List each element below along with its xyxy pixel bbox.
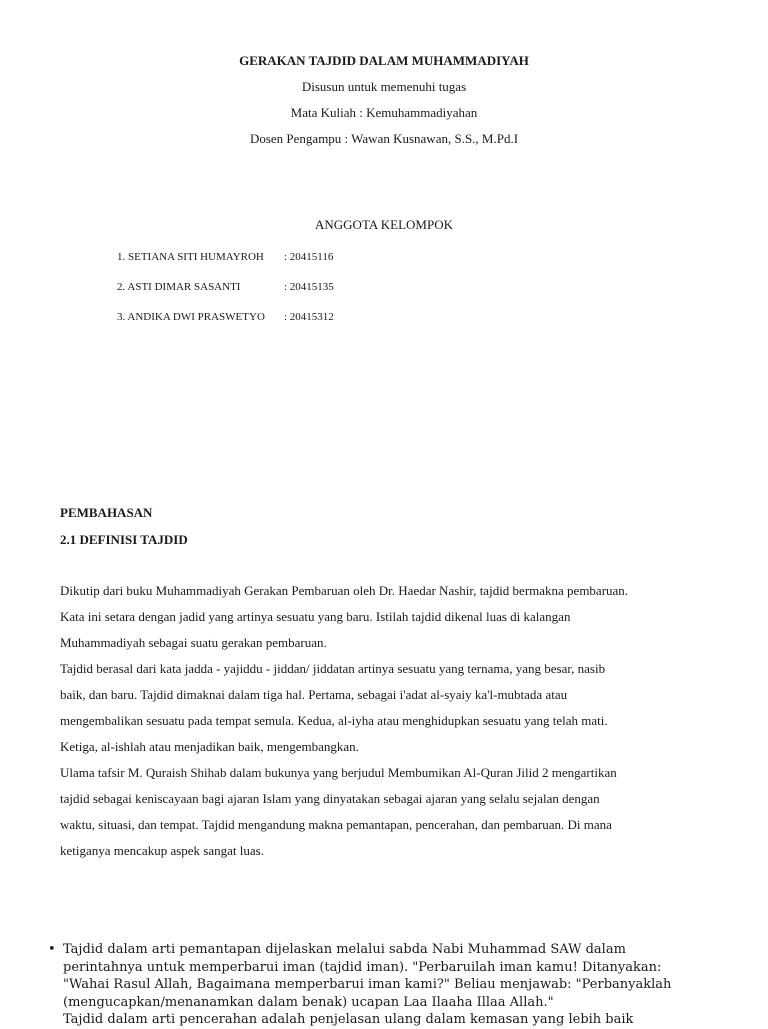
body-line: Kata ini setara dengan jadid yang artinya sesuatu yang baru. Istilah tajdid dikenal luas di kalangan: [60, 609, 571, 624]
document-title: GERAKAN TAJDID DALAM MUHAMMADIYAH: [239, 53, 529, 68]
member-row: [117, 251, 334, 263]
body-line: Dikutip dari buku Muhammadiyah Gerakan Pembaruan oleh Dr. Haedar Nashir, tajdid bermakna pembaruan.: [60, 583, 629, 598]
member-name: 2. ASTI DIMAR SASANTI: [117, 281, 241, 293]
members-heading: ANGGOTA KELOMPOK: [315, 217, 453, 232]
bullet-line: Tajdid dalam arti pencerahan adalah penjelasan ulang dalam kemasan yang lebih baik: [63, 1012, 634, 1027]
bullet-text: [63, 941, 671, 1029]
bullet-line: Tajdid dalam arti pemantapan dijelaskan melalui sabda Nabi Muhammad SAW dalam: [63, 942, 626, 957]
member-row: [117, 311, 334, 323]
member-nim: : 20415135: [284, 281, 334, 293]
bullet-line: perintahnya untuk memperbarui iman (tajdid iman). "Perbaruilah iman kamu! Ditanyakan:: [63, 959, 662, 975]
body-paragraphs: [60, 578, 710, 864]
member-name: 3. ANDIKA DWI PRASWETYO: [117, 311, 265, 323]
body-line: ketiganya mencakup aspek sangat luas.: [60, 843, 264, 858]
cover-subtitle: Disusun untuk memenuhi tugas: [301, 79, 467, 94]
course-name: Mata Kuliah : Kemuhammadiyahan: [290, 105, 478, 120]
body-line: Ketiga, al-ishlah atau menjadikan baik, mengembangkan.: [60, 739, 359, 754]
body-line: waktu, situasi, dan tempat. Tajdid mengandung makna pemantapan, pencerahan, dan pembaruan. Di mana: [60, 817, 612, 832]
member-nim: : 20415116: [284, 251, 334, 263]
body-line: Ulama tafsir M. Quraish Shihab dalam bukunya yang berjudul Membumikan Al-Quran Jilid 2 mengartikan: [60, 765, 617, 780]
bullet-marker: •: [48, 942, 56, 957]
body-line: tajdid sebagai keniscayaan bagi ajaran Islam yang dinyatakan sebagai ajaran yang selalu sejalan dengan: [60, 791, 600, 806]
member-name: 1. SETIANA SITI HUMAYROH: [117, 251, 264, 263]
section-heading: PEMBAHASAN: [60, 505, 153, 520]
body-line: Tajdid berasal dari kata jadda - yajiddu - jiddan/ jiddatan artinya sesuatu yang ternama, yang besar, nasib: [60, 661, 606, 676]
lecturer-name: Dosen Pengampu : Wawan Kusnawan, S.S., M.Pd.I: [249, 131, 519, 146]
body-line: Muhammadiyah sebagai suatu gerakan pembaruan.: [60, 635, 327, 650]
body-line: baik, dan baru. Tajdid dimaknai dalam tiga hal. Pertama, sebagai i'adat al-syaiy ka'l-mubtada atau: [60, 687, 568, 702]
member-row: [117, 281, 334, 293]
bullet-line: (mengucapkan/menanamkan dalam benak) ucapan Laa Ilaaha Illaa Allah.": [63, 994, 554, 1010]
bullet-line: "Wahai Rasul Allah, Bagaimana memperbarui iman kami?" Beliau menjawab: "Perbanyaklah: [63, 977, 672, 992]
body-line: mengembalikan sesuatu pada tempat semula. Kedua, al-iyha atau menghidupkan sesuatu yang telah mati.: [60, 713, 608, 728]
section-subheading: 2.1 DEFINISI TAJDID: [60, 532, 188, 547]
member-nim: : 20415312: [284, 311, 334, 323]
